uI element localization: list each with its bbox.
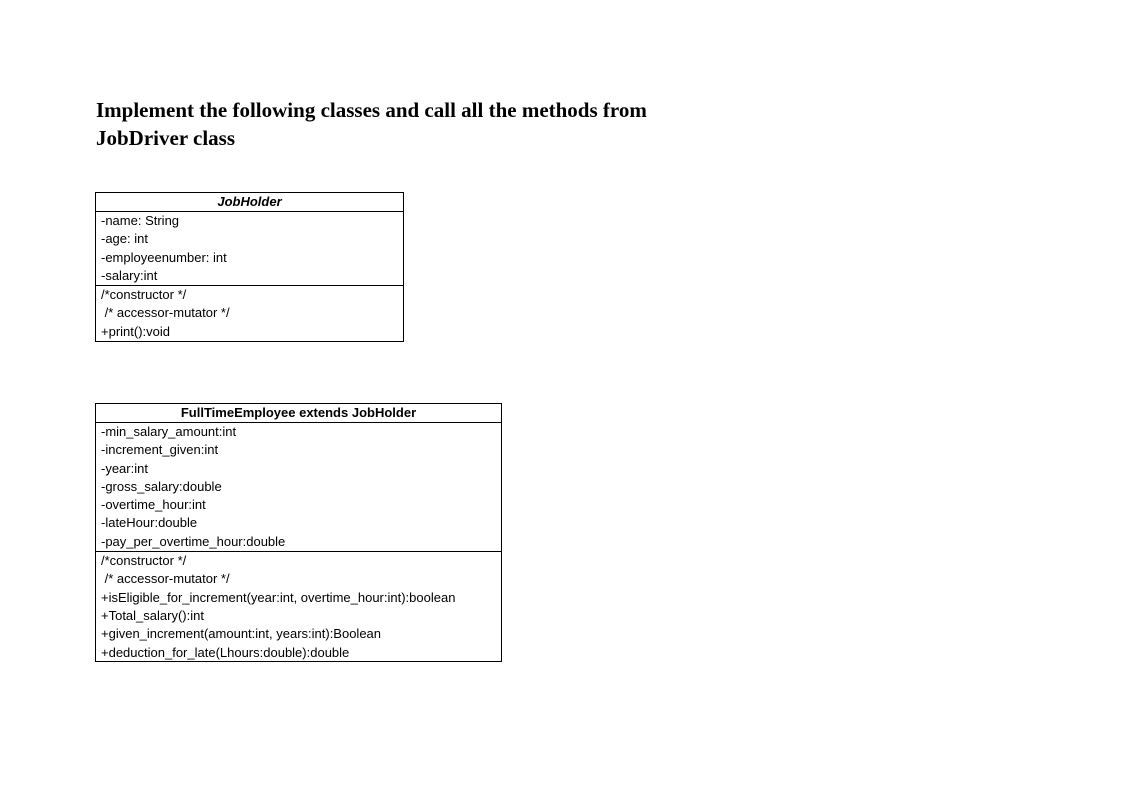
attribute-row: -increment_given:int bbox=[101, 442, 219, 458]
attributes-section bbox=[96, 212, 403, 286]
method-row: +print():void bbox=[101, 323, 170, 339]
method-row: +given_increment(amount:int, years:int):Boolean bbox=[101, 626, 382, 642]
attribute-row: -lateHour:double bbox=[101, 515, 198, 531]
uml-class-fulltimeemployee bbox=[95, 403, 502, 662]
method-row: +isEligible_for_increment(year:int, overtime_hour:int):boolean bbox=[101, 589, 456, 605]
attribute-row: -min_salary_amount:int bbox=[101, 424, 237, 439]
heading-line-2: JobDriver class bbox=[96, 126, 236, 150]
uml-class-jobholder bbox=[95, 192, 404, 342]
attribute-row: -employeenumber: int bbox=[101, 249, 227, 265]
attribute-row: -salary:int bbox=[101, 267, 158, 283]
attribute-row: -age: int bbox=[101, 231, 148, 247]
attribute-row: -pay_per_overtime_hour:double bbox=[101, 533, 286, 549]
methods-section bbox=[96, 552, 501, 662]
attribute-row: -overtime_hour:int bbox=[101, 497, 206, 513]
method-row: /*constructor */ bbox=[101, 287, 187, 303]
heading-line-1: Implement the following classes and call all the methods from bbox=[96, 98, 647, 122]
method-row: +Total_salary():int bbox=[101, 607, 204, 623]
methods-section bbox=[96, 286, 403, 341]
method-row: /* accessor-mutator */ bbox=[101, 305, 230, 321]
attribute-row: -year:int bbox=[101, 460, 148, 476]
class-name: JobHolder bbox=[96, 193, 403, 212]
attribute-row: -name: String bbox=[101, 213, 180, 228]
attribute-row: -gross_salary:double bbox=[101, 478, 222, 494]
method-row: /*constructor */ bbox=[101, 553, 187, 569]
method-row: +deduction_for_late(Lhours:double):double bbox=[101, 644, 350, 660]
class-name: FullTimeEmployee extends JobHolder bbox=[96, 404, 501, 423]
assignment-heading bbox=[96, 96, 736, 152]
attributes-section bbox=[96, 423, 501, 552]
method-row: /* accessor-mutator */ bbox=[101, 571, 230, 587]
